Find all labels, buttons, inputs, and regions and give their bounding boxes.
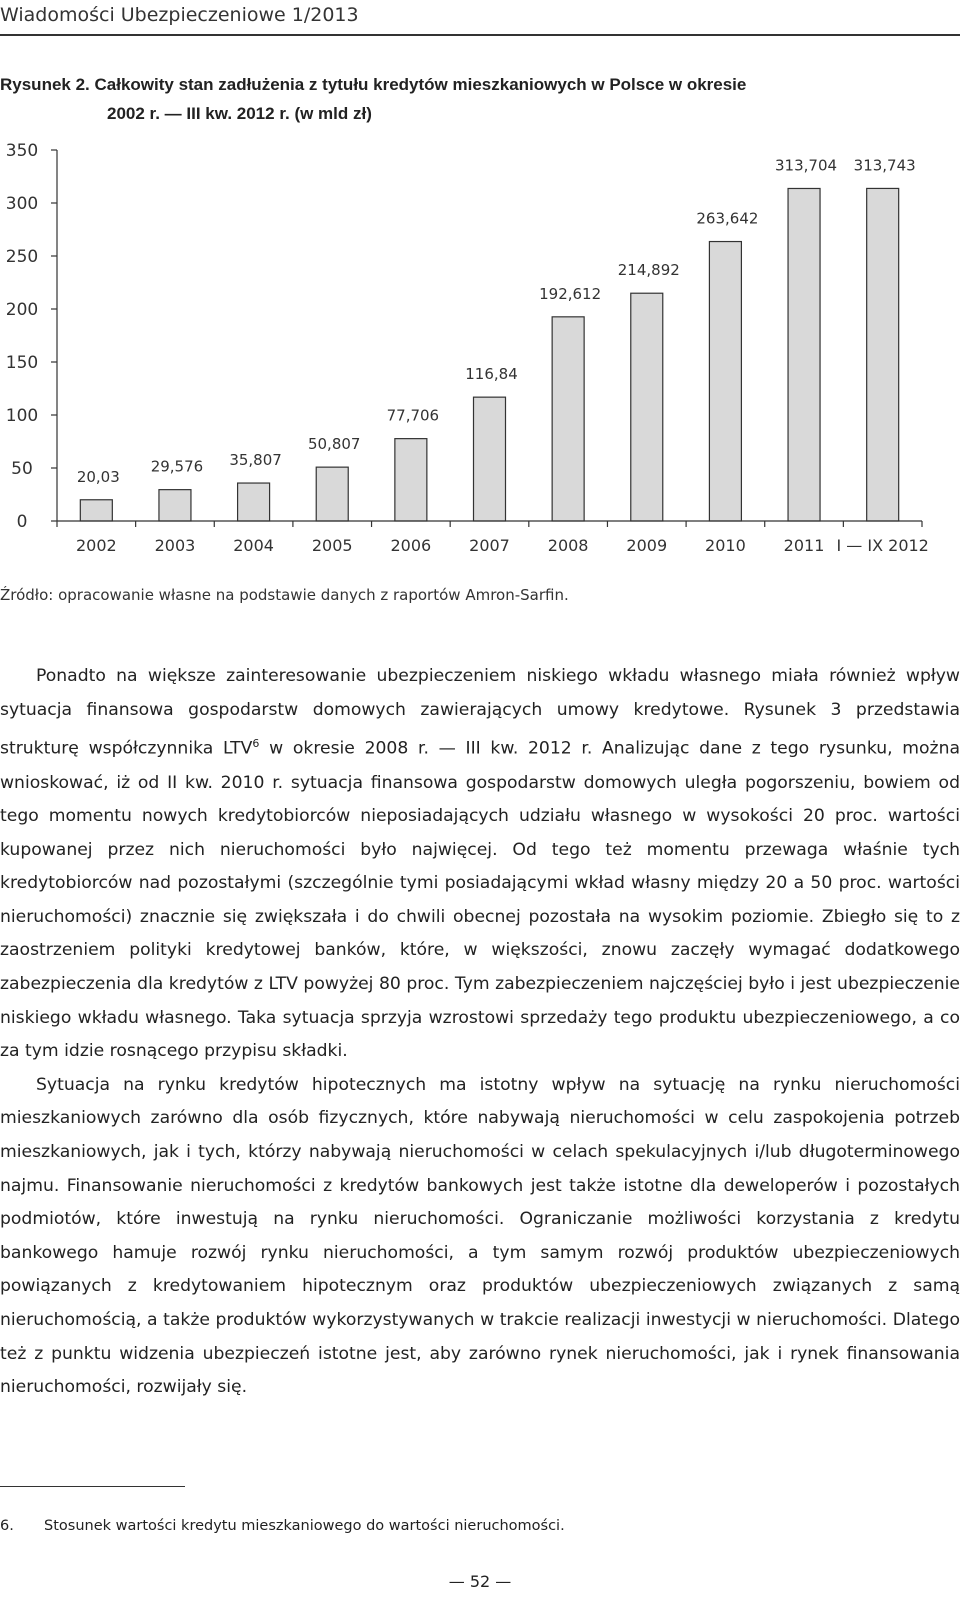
bar: [552, 317, 584, 521]
y-tick-label: 250: [5, 247, 39, 267]
data-label: 77,706: [386, 406, 440, 425]
paragraph-1: [0, 660, 960, 1069]
header-rule: [0, 34, 960, 36]
x-tick-label: 2003: [154, 536, 196, 555]
y-tick-label: 150: [5, 353, 39, 373]
data-label: 263,642: [696, 209, 759, 228]
x-tick-label: 2002: [75, 536, 117, 555]
footnote-text: Stosunek wartości kredytu mieszkaniowego do wartości nieruchomości.: [44, 1518, 565, 1534]
page-number: — 52 —: [448, 1572, 512, 1591]
figure-source: Źródło: opracowanie własne na podstawie danych z raportów Amron-Sarfin.: [0, 586, 569, 604]
y-tick-label: 350: [5, 141, 39, 161]
x-tick-label: 2011: [783, 536, 825, 555]
y-tick-label: 0: [16, 512, 28, 532]
data-label: 116,84: [465, 365, 518, 384]
y-tick-label: 100: [5, 406, 39, 426]
data-label: 29,576: [150, 457, 204, 476]
figure-caption-line1: Rysunek 2. Całkowity stan zadłużenia z tytułu kredytów mieszkaniowych w Polsce w okresie: [0, 75, 747, 94]
figure-caption: [0, 70, 960, 128]
x-tick-label: 2010: [705, 536, 746, 555]
bar: [709, 242, 741, 521]
bar: [316, 467, 348, 521]
x-axis: [57, 521, 929, 555]
x-tick-label: 2007: [469, 536, 510, 555]
figure-caption-line2: 2002 r. — III kw. 2012 r. (w mld zł): [107, 104, 372, 123]
x-tick-label: 2008: [547, 536, 589, 555]
bar: [80, 500, 112, 521]
debt-bar-chart: [0, 130, 960, 570]
paragraph-1-part2: w okresie 2008 r. — III kw. 2012 r. Analizując dane z tego rysunku, można wnioskować, iż od II kw. 2010 r. sytuacja finansowa gospodarstw domowych uległa pogorszeniu, bowiem od tego momentu nowych kredytobiorców nieposiadających udziału własnego w wysokości 20 proc. wartości kupowanej przez nich nieruchomości było najwięcej. Od tego też momentu przewaga właśnie tych kredytobiorców nad pozostałymi (szczególnie tymi posiadającymi wkład własny między 20 a 50 proc. wartości nieruchomości) znacznie się zwiększała i do chwili obecnej pozostała na wysokim poziomie. Zbiegło się to z zaostrzeniem polityki kredytowej banków, które, w większości, znowu zaczęły wymagać dodatkowego zabezpieczenia dla kredytów z LTV powyżej 80 proc. Tym zabezpieczeniem najczęściej było i jest ubezpieczenie niskiego wkładu własnego. Taka sytuacja sprzyja wzrostowi sprzedaży tego produktu ubezpieczeniowego, a co za tym idzie rosnącego przypisu składki.: [0, 738, 960, 1062]
data-label: 50,807: [307, 435, 361, 454]
bar: [474, 397, 506, 521]
paragraph-1-part1: Ponadto na większe zainteresowanie ubezpieczeniem niskiego wkładu własnego miała również wpływ sytuacja finansowa gospodarstw domowych zawierających umowy kredytowe. Rysunek 3 przedstawia strukturę współczynnika LTV: [0, 666, 960, 759]
data-label: 313,743: [853, 156, 916, 175]
footnote-number: 6.: [0, 1518, 14, 1534]
y-tick-label: 50: [11, 459, 33, 479]
paragraph-2: Sytuacja na rynku kredytów hipotecznych ma istotny wpływ na sytuację na rynku nieruchomości mieszkaniowych zarówno dla osób fizycznych, które nabywają nieruchomości w celu zaspokojenia potrzeb mieszkaniowych, jak i tych, którzy nabywają nieruchomości w celach spekulacyjnych i/lub długoterminowego najmu. Finansowanie nieruchomości z kredytów bankowych jest także istotne dla deweloperów i pozostałych podmiotów, które inwestują na rynku nieruchomości. Ograniczanie możliwości korzystania z kredytu bankowego hamuje rozwój rynku nieruchomości, a tym samym rozwój produktów ubezpieczeniowych powiązanych z kredytowaniem hipotecznym oraz produktów ubezpieczeniowych związanych z samą nieruchomością, a także produktów wykorzystywanych w trakcie realizacji inwestycji w nieruchomości. Dlatego też z punktu widzenia ubezpieczeń istotne jest, aby zarówno rynek nieruchomości, jak i rynek finansowania nieruchomości, rozwijały się.: [0, 1074, 960, 1398]
bar: [788, 188, 820, 521]
footnote-rule: [0, 1486, 185, 1487]
y-tick-label: 200: [5, 300, 39, 320]
data-label: 313,704: [775, 156, 838, 175]
data-label: 214,892: [617, 261, 680, 280]
bar: [395, 439, 427, 521]
x-tick-label: 2006: [390, 536, 432, 555]
data-label: 192,612: [539, 284, 602, 303]
running-header: Wiadomości Ubezpieczeniowe 1/2013: [0, 4, 359, 26]
bar: [631, 293, 663, 521]
x-tick-label: I — IX 2012: [836, 536, 929, 555]
data-label: 35,807: [229, 451, 282, 470]
body-text: [0, 660, 960, 1405]
footnote: [0, 1518, 565, 1534]
footnote-ref[interactable]: 6: [252, 737, 260, 751]
data-label: 20,03: [76, 467, 120, 486]
x-tick-label: 2004: [233, 536, 274, 555]
x-tick-label: 2005: [311, 536, 353, 555]
y-tick-label: 300: [5, 194, 39, 214]
x-tick-label: 2009: [626, 536, 668, 555]
bar: [867, 188, 899, 521]
y-axis: [6, 141, 57, 532]
bar: [238, 483, 270, 521]
bar: [159, 490, 191, 521]
